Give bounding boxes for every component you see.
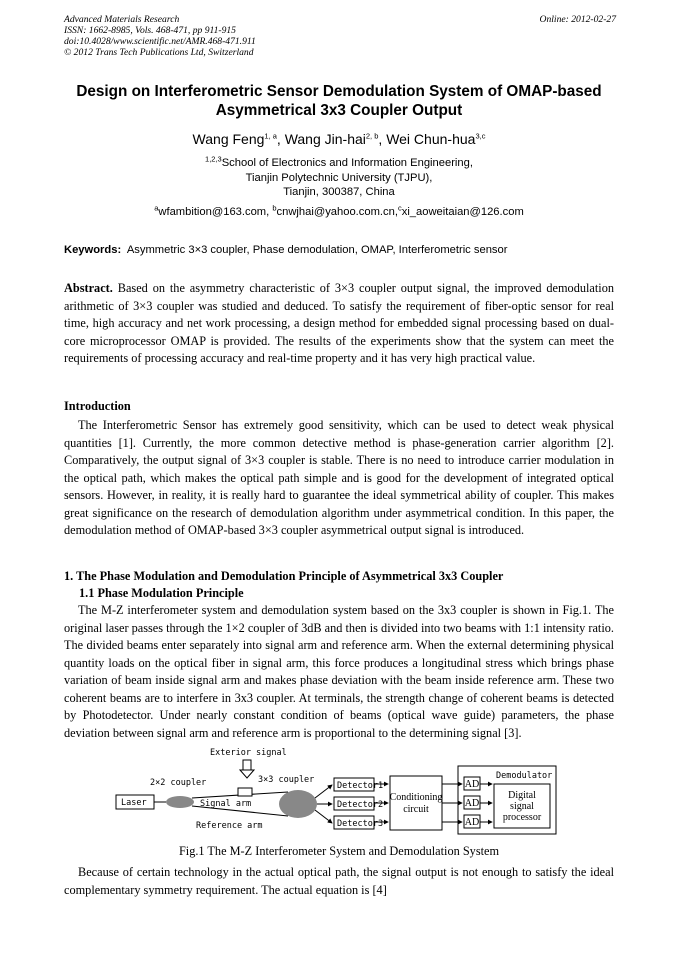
keywords-text: Asymmetric 3×3 coupler, Phase demodulation, OMAP, Interferometric sensor [126, 244, 508, 256]
conditioning-label-2: circuit [403, 804, 429, 815]
dsp-label-1: Digital [508, 790, 536, 801]
dsp-label-2: signal [510, 801, 534, 812]
subsection-heading: 1.1 Phase Modulation Principle [79, 586, 244, 600]
email-link[interactable]: xi_aoweitaian@126.com [401, 206, 524, 218]
sensing-element [238, 788, 252, 796]
exterior-signal-arrow [243, 760, 251, 770]
ad2-label: AD [464, 798, 480, 809]
dsp-label-3: processor [502, 812, 542, 823]
author-name: Wang Feng [192, 131, 265, 147]
reference-arm-label: Reference arm [196, 821, 263, 831]
journal-name: Advanced Materials Research [64, 14, 180, 25]
abstract [64, 280, 614, 368]
signal-arm-label: Signal arm [200, 799, 252, 809]
coupler3-label: 3×3 coupler [258, 775, 315, 785]
coupler2-shape [166, 796, 194, 808]
exterior-signal-arrowhead [240, 770, 254, 778]
figure-caption: Fig.1 The M-Z Interferometer System and Demodulation System [178, 844, 500, 858]
author-list: Wang Feng$^{1, a}$, Wang Jin-hai$^{2, b}$, Wei Chun-hua$^{3,c}$ [192, 131, 486, 147]
detector2-label: Detector2 [337, 800, 384, 810]
laser-label: Laser [121, 798, 147, 808]
introduction-heading: Introduction [64, 399, 131, 413]
detector1-label: Detector1 [337, 781, 384, 791]
abstract-label: Abstract. [64, 281, 113, 295]
conditioning-circuit-box [390, 776, 442, 830]
mz-interferometer-diagram [110, 746, 570, 842]
ad1-label: AD [464, 779, 480, 790]
affiliation: $^{1,2,3}$School of Electronics and Information Engineering, Tianjin Polytechnic University (TJPU), Tianjin, 300387, China [205, 154, 473, 198]
exterior-signal-label: Exterior signal [210, 748, 287, 758]
coupler2-label: 2×2 coupler [150, 778, 207, 788]
ad3-label: AD [464, 817, 480, 828]
author-name: Wei Chun-hua [386, 131, 476, 147]
online-date: Online: 2012-02-27 [539, 14, 616, 25]
coupler3-shape [279, 790, 317, 818]
abstract-text: Based on the asymmetry characteristic of 3×3 coupler output signal, the improved demodulation arithmetic of 3×3 coupler was studied and deduced. To satisfy the requirement of fiber-optic sensor for real time, high accuracy and net work processing, a design method for embedded signal processing based on dual-core microprocessor OMAP is provided. The results of the experiments show that the system can meet the requirements of processing accuracy and real-time property and it has very high practical value. [64, 281, 615, 365]
detector3-label: Detector3 [337, 819, 384, 829]
email-link[interactable]: wfambition@163.com [158, 206, 267, 218]
issn: ISSN: 1662-8985, Vols. 468-471, pp 911-915 [64, 25, 236, 36]
copyright: © 2012 Trans Tech Publications Ltd, Switzerland [64, 47, 254, 58]
section-heading: 1. The Phase Modulation and Demodulation Principle of Asymmetrical 3x3 Coupler [64, 569, 504, 583]
section-text: The M-Z interferometer system and demodulation system based on the 3x3 coupler is shown in Fig.1. The original laser passes through the 1×2 coupler of 3dB and then is divided into two beams with 1:1 intensity ratio. The divided beams enter separately into signal arm and reference arm. When the external determining physical quantity loads on the optical fiber in signal arm, this force produces a longitudinal stress which brings phase variation of beam inside signal arm and makes phase deviation with the beam inside reference arm. These two coherent beams are to interfere in 3x3 coupler. At terminals, the strength change of coherent beams is detected by Photodetector. Under nearly constant condition of beams (optical wave guide) parameters, the phase deviation between signal arm and reference arm is proportional to the determining signal [3]. [64, 603, 614, 740]
email-link[interactable]: cnwjhai@yahoo.com.cn [276, 206, 395, 218]
keywords [64, 244, 507, 256]
author-sup: 3,c [475, 131, 486, 141]
after-figure-text: Because of certain technology in the actual optical path, the signal output is not enough to satisfy the ideal complementary symmetry requirement. The actual equation is [4] [64, 865, 614, 897]
author-name: Wang Jin-hai [284, 131, 366, 147]
doi: doi:10.4028/www.scientific.net/AMR.468-471.911 [64, 36, 256, 47]
output-fiber-1 [315, 785, 332, 798]
paper-title: Design on Interferometric Sensor Demodulation System of OMAP-based Asymmetrical 3x3 Coupler Output [76, 83, 602, 119]
output-fiber-3 [315, 810, 332, 823]
keywords-label: Keywords: [64, 244, 122, 256]
conditioning-label-1: Conditioning [389, 792, 443, 803]
author-sup: 1, a [264, 131, 277, 141]
email-list: $^a$wfambition@163.com, $^b$cnwjhai@yahoo.com.cn,$^c$xi_aoweitaian@126.com [154, 203, 524, 218]
demodulator-label: Demodulator [496, 771, 553, 781]
author-sup: 2, b [365, 131, 379, 141]
journal-header [64, 14, 256, 58]
introduction-text: The Interferometric Sensor has extremely good sensitivity, which can be used to detect weak physical quantities [1]. Currently, the more common detective method is phase-generation carrier algorithm [2]. Comparatively, the output signal of 3×3 coupler is stable. There is no need to introduce carrier modulation in the optical path, which makes the optical path simple and is good for the development of integrated optical sensors. However, in reality, it is really hard to guarantee the ideal symmetrical ability of coupler. This makes great significance on the research of demodulation algorithm under asymmetrical condition. In this paper, the demodulation method of OMAP-based 3×3 coupler asymmetrical output signal is introduced. [64, 418, 614, 537]
